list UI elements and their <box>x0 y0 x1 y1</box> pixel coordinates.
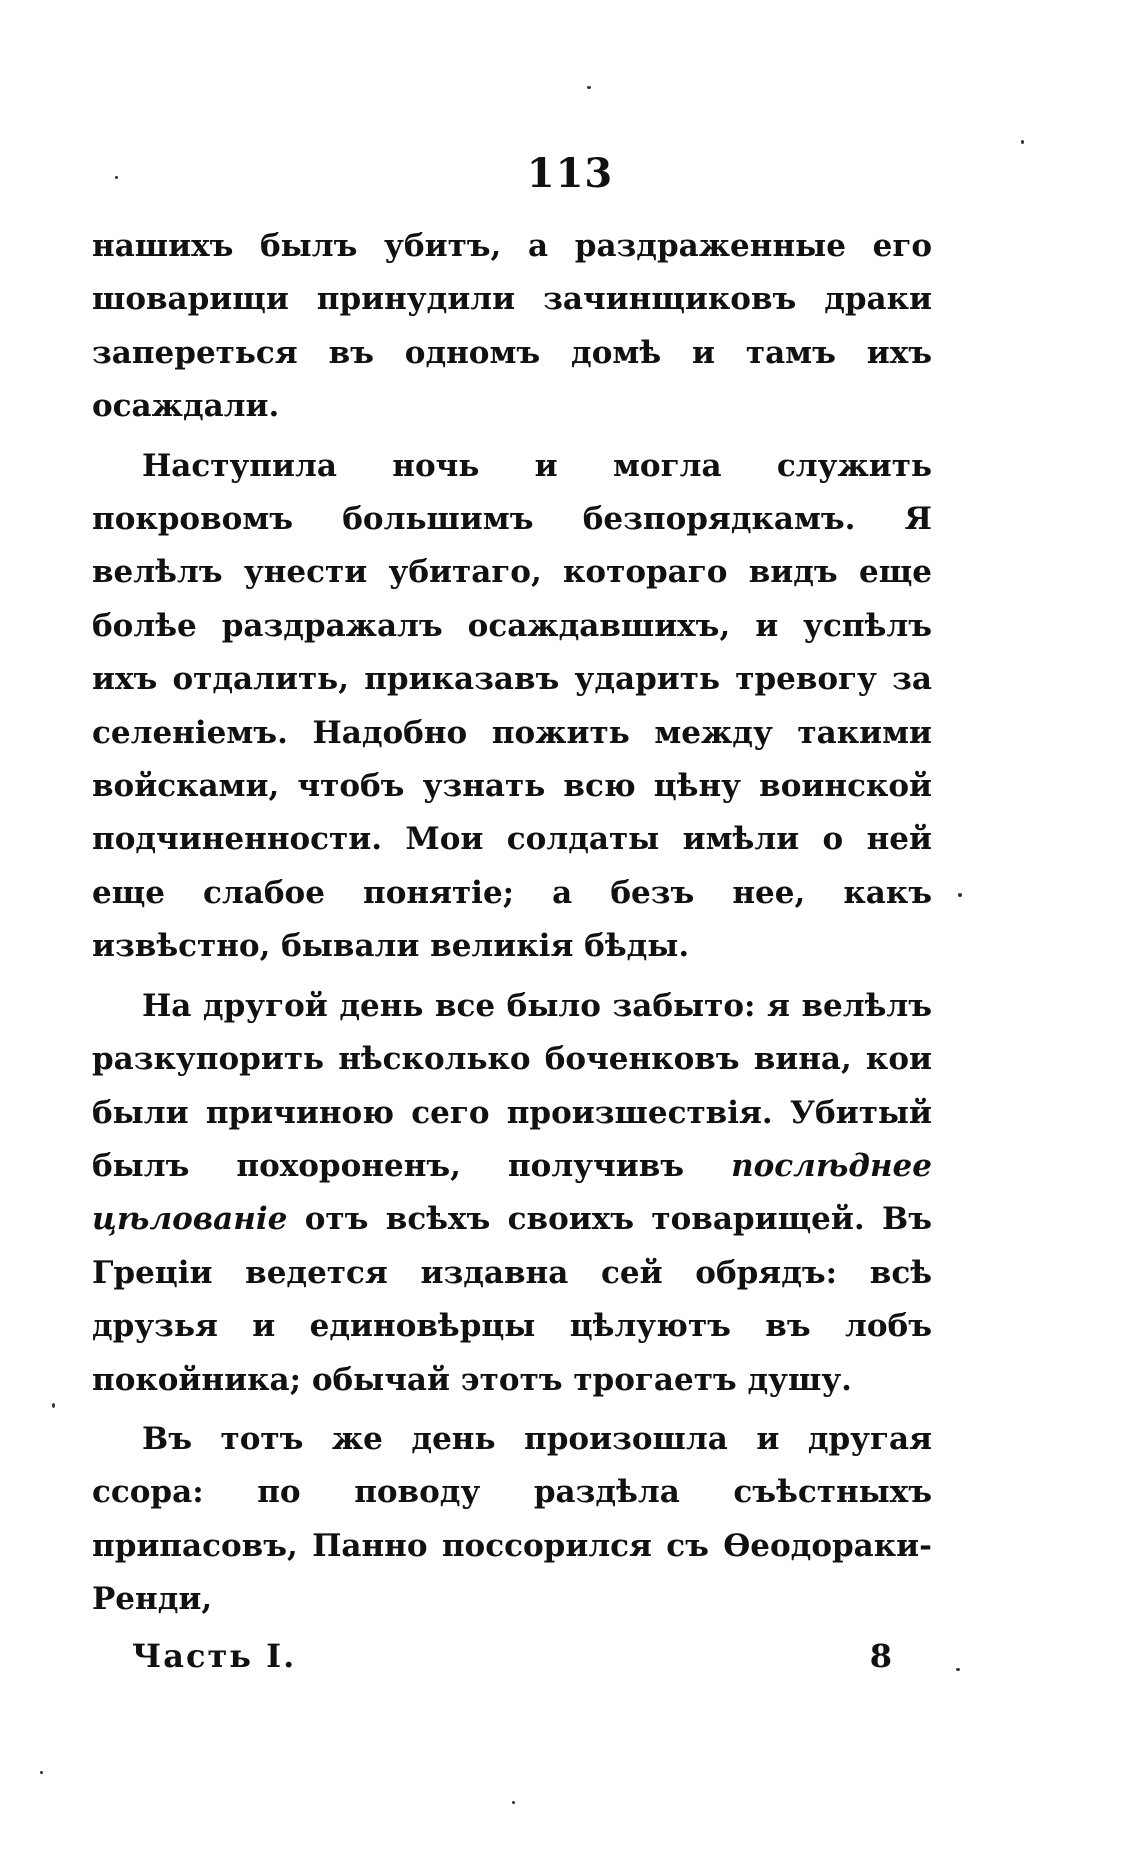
paragraph-1: нашихъ былъ убитъ, а раздраженные его шоварищи принудили зачинщиковъ драки запереться въ одномъ домѣ и тамъ ихъ осаждали. <box>92 228 932 425</box>
print-speck <box>40 1771 43 1774</box>
paragraph-3 <box>92 980 932 1407</box>
part-label: Часть I. <box>132 1637 297 1675</box>
italic-phrase: послѣднее цѣлованіе <box>92 1147 932 1238</box>
paragraph-4: Въ тотъ же день произошла и другая ссора: по поводу раздѣла съѣстныхъ припасовъ, Панно поссорился съ Ѳеодораки-Ренди, <box>92 1420 932 1618</box>
signature-mark: 8 <box>869 1637 892 1675</box>
print-speck <box>1021 140 1024 144</box>
body-text <box>92 220 932 1627</box>
print-speck <box>52 1403 55 1408</box>
page-footer <box>92 1637 932 1687</box>
print-speck <box>587 86 591 89</box>
page-number: 113 <box>526 150 614 197</box>
print-speck <box>115 176 118 179</box>
paragraph-3-start: На другой день все было забыто: я велѣлъ разкупорить нѣсколько боченковъ вина, кои были причиною сего произшествія. Убитый былъ похороненъ, получивъ <box>92 987 932 1184</box>
paragraph-3-end: отъ всѣхъ своихъ товарищей. Въ Греціи ведется издавна сей обрядъ: всѣ друзья и единовѣрцы цѣлуютъ въ лобъ покойника; обычай этотъ трогаетъ душу. <box>92 1201 932 1398</box>
print-speck <box>958 893 962 897</box>
print-speck <box>512 1801 515 1804</box>
print-speck <box>956 1668 960 1671</box>
paragraph-2: Наступила ночь и могла служить покровомъ большимъ безпорядкамъ. Я велѣлъ унести убитаго, котораго видъ еще болѣе раздражалъ осаждавшихъ, и успѣлъ ихъ отдалить, приказавъ ударить тревогу за селеніемъ. Надобно пожить между такими войсками, чтобъ узнать всю цѣну воинской подчиненности. Мои солдаты имѣли о ней еще слабое понятіе; а безъ нее, какъ извѣстно, бывали великія бѣды. <box>92 447 932 965</box>
